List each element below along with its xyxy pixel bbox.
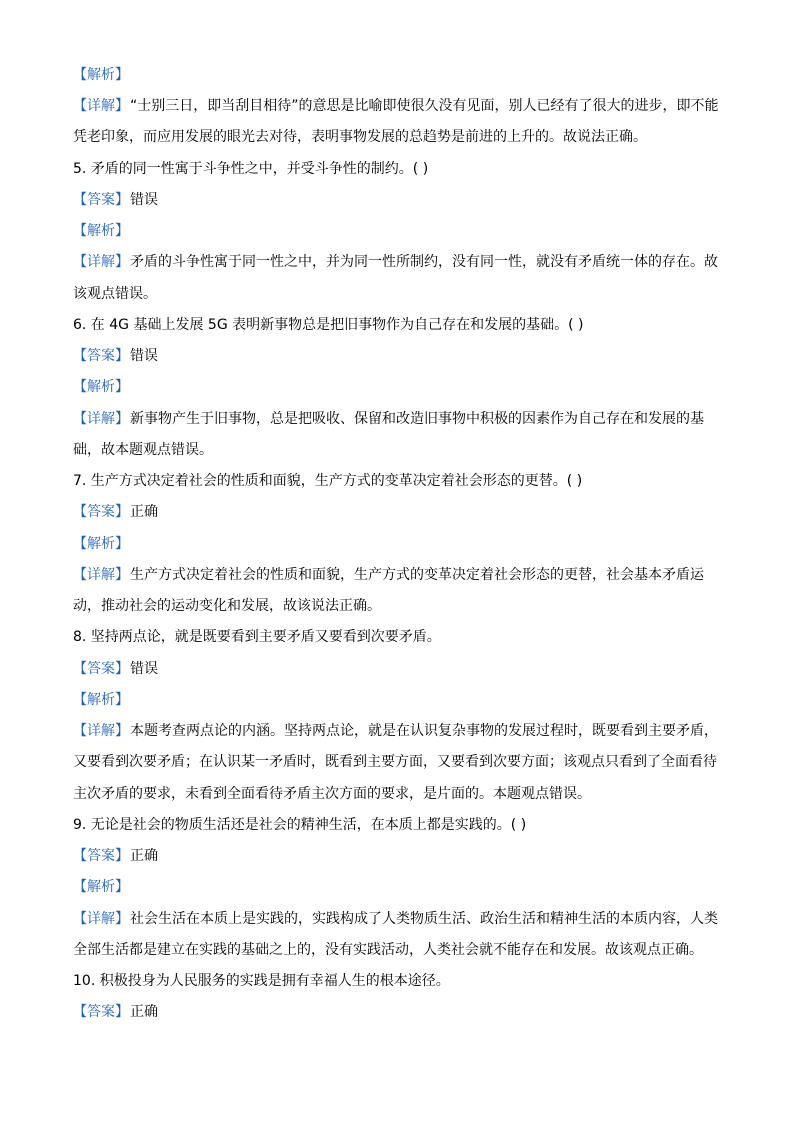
detail-line: 【详解】生产方式决定着社会的性质和面貌，生产方式的变革决定着社会形态的更替，社会基本矛盾运 bbox=[73, 567, 704, 583]
answer-line bbox=[73, 500, 723, 524]
detail-continuation: 全部生活都是建立在实践的基础之上的，没有实践活动，人类社会就不能存在和发展。故该观点正确。 bbox=[73, 942, 703, 958]
detail-line bbox=[73, 94, 723, 118]
analysis-tag: 【解析】 bbox=[73, 692, 129, 708]
analysis-heading bbox=[73, 532, 723, 556]
detail-continuation: 础，故本题观点错误。 bbox=[73, 442, 213, 458]
detail-continuation: 凭老印象，而应用发展的眼光去对待，表明事物发展的总趋势是前进的上升的。故说法正确。 bbox=[73, 129, 647, 145]
detail-text: “士别三日，即当刮目相待”的意思是比喻即使很久没有见面，别人已经有了很大的进步，即不能 bbox=[130, 98, 719, 114]
analysis-tag: 【解析】 bbox=[73, 879, 129, 895]
detail-tag: 【详解】 bbox=[73, 254, 129, 270]
answer-tag: 【答案】 bbox=[73, 192, 129, 208]
question-7: 7. 生产方式决定着社会的性质和面貌，生产方式的变革决定着社会形态的更替。( ) bbox=[73, 473, 583, 489]
detail-line: 【详解】社会生活在本质上是实践的，实践构成了人类物质生活、政治生活和精神生活的本质内容，人类 bbox=[73, 911, 718, 927]
answer-line bbox=[73, 844, 723, 868]
question-10: 10. 积极投身为人民服务的实践是拥有幸福人生的根本途径。 bbox=[73, 973, 450, 989]
analysis-heading bbox=[73, 63, 723, 87]
detail-tag: 【详解】 bbox=[73, 98, 129, 114]
answer-value: 正确 bbox=[130, 1004, 158, 1020]
answer-tag: 【答案】 bbox=[73, 504, 129, 520]
answer-value: 正确 bbox=[130, 504, 158, 520]
answer-tag: 【答案】 bbox=[73, 848, 129, 864]
analysis-tag: 【解析】 bbox=[73, 379, 129, 395]
answer-line bbox=[73, 657, 723, 681]
detail-line: 【详解】矛盾的斗争性寓于同一性之中，并为同一性所制约，没有同一性，就没有矛盾统一体的存在。故 bbox=[73, 254, 718, 270]
detail-continuation: 该观点错误。 bbox=[73, 286, 157, 302]
answer-line bbox=[73, 188, 723, 212]
detail-continuation: 又要看到次要矛盾；在认识某一矛盾时，既看到主要方面，又要看到次要方面；该观点只看到了全面看待 bbox=[73, 754, 717, 770]
question-9: 9. 无论是社会的物质生活还是社会的精神生活，在本质上都是实践的。( ) bbox=[73, 817, 527, 833]
analysis-heading bbox=[73, 219, 723, 243]
answer-tag: 【答案】 bbox=[73, 661, 129, 677]
analysis-tag: 【解析】 bbox=[73, 223, 129, 239]
analysis-tag: 【解析】 bbox=[73, 67, 129, 83]
answer-line bbox=[73, 344, 723, 368]
answer-value: 错误 bbox=[130, 192, 158, 208]
detail-continuation: 主次矛盾的要求，未看到全面看待矛盾主次方面的要求，是片面的。本题观点错误。 bbox=[73, 786, 591, 802]
answer-tag: 【答案】 bbox=[73, 348, 129, 364]
detail-tag: 【详解】 bbox=[73, 723, 129, 739]
analysis-heading bbox=[73, 375, 723, 399]
answer-value: 错误 bbox=[130, 348, 158, 364]
answer-line bbox=[73, 1000, 723, 1024]
answer-value: 正确 bbox=[130, 848, 158, 864]
detail-line: 【详解】本题考查两点论的内涵。坚持两点论，就是在认识复杂事物的发展过程时，既要看到主要矛盾， bbox=[73, 723, 718, 739]
analysis-heading bbox=[73, 875, 723, 899]
analysis-tag: 【解析】 bbox=[73, 536, 129, 552]
detail-tag: 【详解】 bbox=[73, 411, 129, 427]
analysis-heading bbox=[73, 688, 723, 712]
answer-value: 错误 bbox=[130, 661, 158, 677]
detail-continuation: 动，推动社会的运动变化和发展，故该说法正确。 bbox=[73, 598, 381, 614]
detail-tag: 【详解】 bbox=[73, 911, 129, 927]
question-6: 6. 在 4G 基础上发展 5G 表明新事物总是把旧事物作为自己存在和发展的基础。( ) bbox=[73, 317, 584, 333]
question-5: 5. 矛盾的同一性寓于斗争性之中，并受斗争性的制约。( ) bbox=[73, 161, 429, 177]
detail-tag: 【详解】 bbox=[73, 567, 129, 583]
question-8: 8. 坚持两点论，就是既要看到主要矛盾又要看到次要矛盾。 bbox=[73, 629, 441, 645]
answer-tag: 【答案】 bbox=[73, 1004, 129, 1020]
detail-line: 【详解】新事物产生于旧事物，总是把吸收、保留和改造旧事物中积极的因素作为自己存在和发展的基 bbox=[73, 411, 704, 427]
